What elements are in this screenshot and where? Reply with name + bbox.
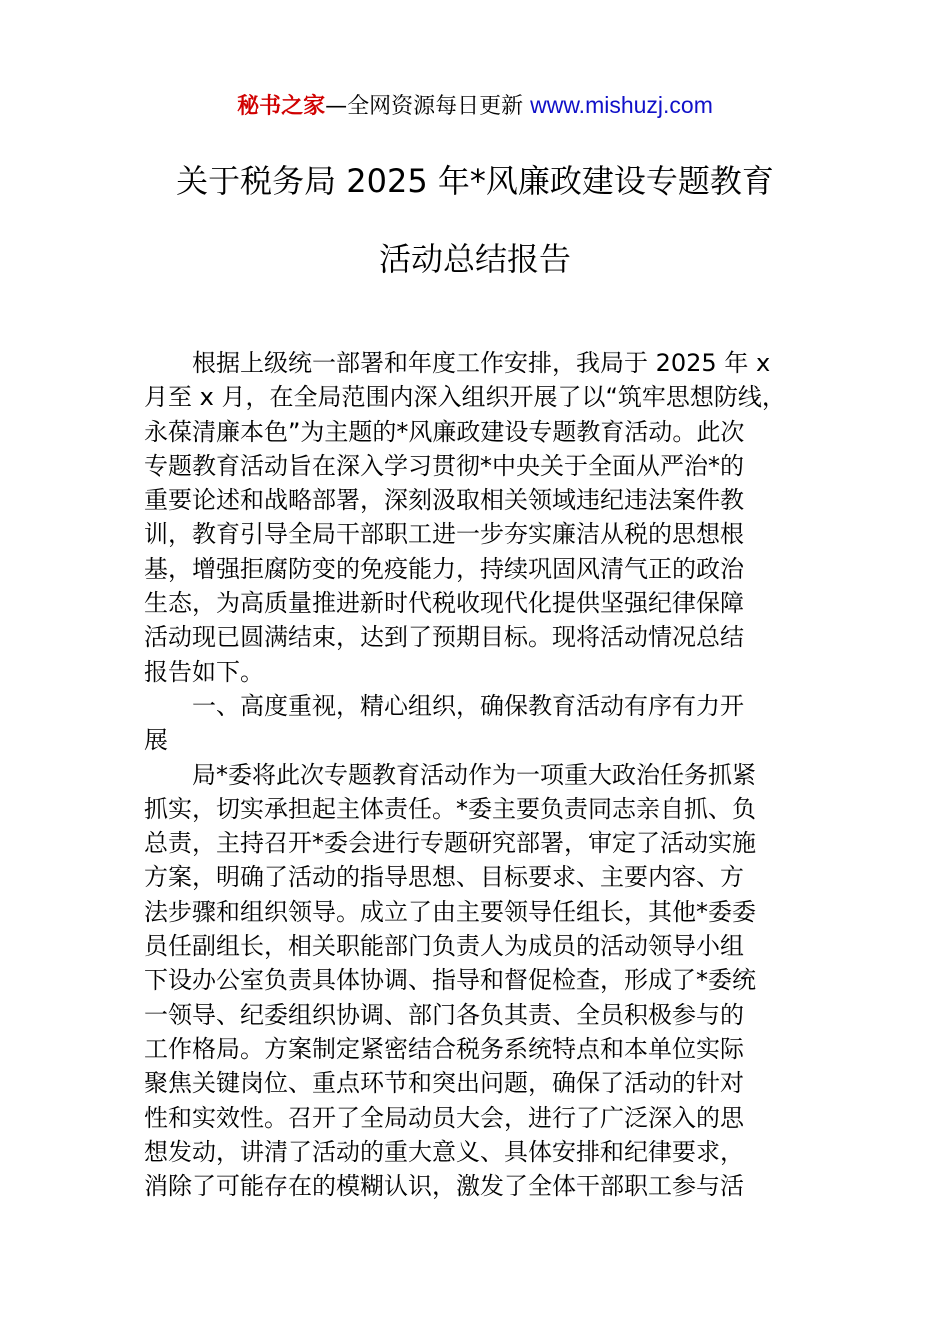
paragraph-line: 聚焦关键岗位、重点环节和突出问题，确保了活动的针对 [144,1069,744,1098]
paragraph-line: 方案，明确了活动的指导思想、目标要求、主要内容、方 [144,863,744,892]
paragraph-line: 法步骤和组织领导。成立了由主要领导任组长，其他*委委 [144,897,756,926]
paragraph-line: 总责，主持召开*委会进行专题研究部署，审定了活动实施 [144,829,756,858]
paragraph-line: 抓实，切实承担起主体责任。*委主要负责同志亲自抓、负 [144,794,756,823]
site-url-link[interactable]: www.mishuzj.com [530,92,713,118]
paragraph-line: 工作格局。方案制定紧密结合税务系统特点和本单位实际 [144,1034,744,1063]
site-header [0,88,950,124]
paragraph-line: 想发动，讲清了活动的重大意义、具体安排和纪律要求， [144,1137,744,1166]
document-body [144,346,816,1203]
site-tagline: —全网资源每日更新 [325,94,531,119]
title-line-2: 活动总结报告 [378,240,571,278]
paragraph-line: 永葆清廉本色”为主题的*风廉政建设专题教育活动。此次 [144,417,745,446]
paragraph-line: 员任副组长，相关职能部门负责人为成员的活动领导小组 [144,932,744,961]
paragraph-line: 生态，为高质量推进新时代税收现代化提供坚强纪律保障 [144,589,744,618]
paragraph-line: 局*委将此次专题教育活动作为一项重大政治任务抓紧 [192,760,756,789]
paragraph-line: 下设办公室负责具体协调、指导和督促检查，形成了*委统 [144,966,756,995]
paragraph-line: 根据上级统一部署和年度工作安排，我局于 2025 年 x [192,349,771,377]
paragraph-line: 专题教育活动旨在深入学习贯彻*中央关于全面从严治*的 [144,451,744,480]
paragraph-line: 报告如下。 [144,657,264,686]
section-heading: 一、高度重视，精心组织，确保教育活动有序有力开 [192,691,744,720]
paragraph-line: 活动现已圆满结束，达到了预期目标。现将活动情况总结 [144,623,744,652]
paragraph-line: 月至 x 月，在全局范围内深入组织开展了以“筑牢思想防线， [144,383,786,412]
document-title [100,158,850,282]
paragraph-line: 重要论述和战略部署，深刻汲取相关领域违纪违法案件教 [144,486,744,515]
paragraph-line: 性和实效性。召开了全局动员大会，进行了广泛深入的思 [144,1103,744,1132]
site-brand: 秘书之家 [237,94,326,119]
paragraph-line: 基，增强拒腐防变的免疫能力，持续巩固风清气正的政治 [144,554,744,583]
paragraph-line: 训，教育引导全局干部职工进一步夯实廉洁从税的思想根 [144,520,744,549]
paragraph-line: 消除了可能存在的模糊认识，激发了全体干部职工参与活 [144,1172,744,1201]
paragraph-line: 一领导、纪委组织协调、部门各负其责、全员积极参与的 [144,1000,744,1029]
section-heading: 展 [144,726,168,755]
title-line-1: 关于税务局 2025 年*风廉政建设专题教育 [176,162,774,200]
